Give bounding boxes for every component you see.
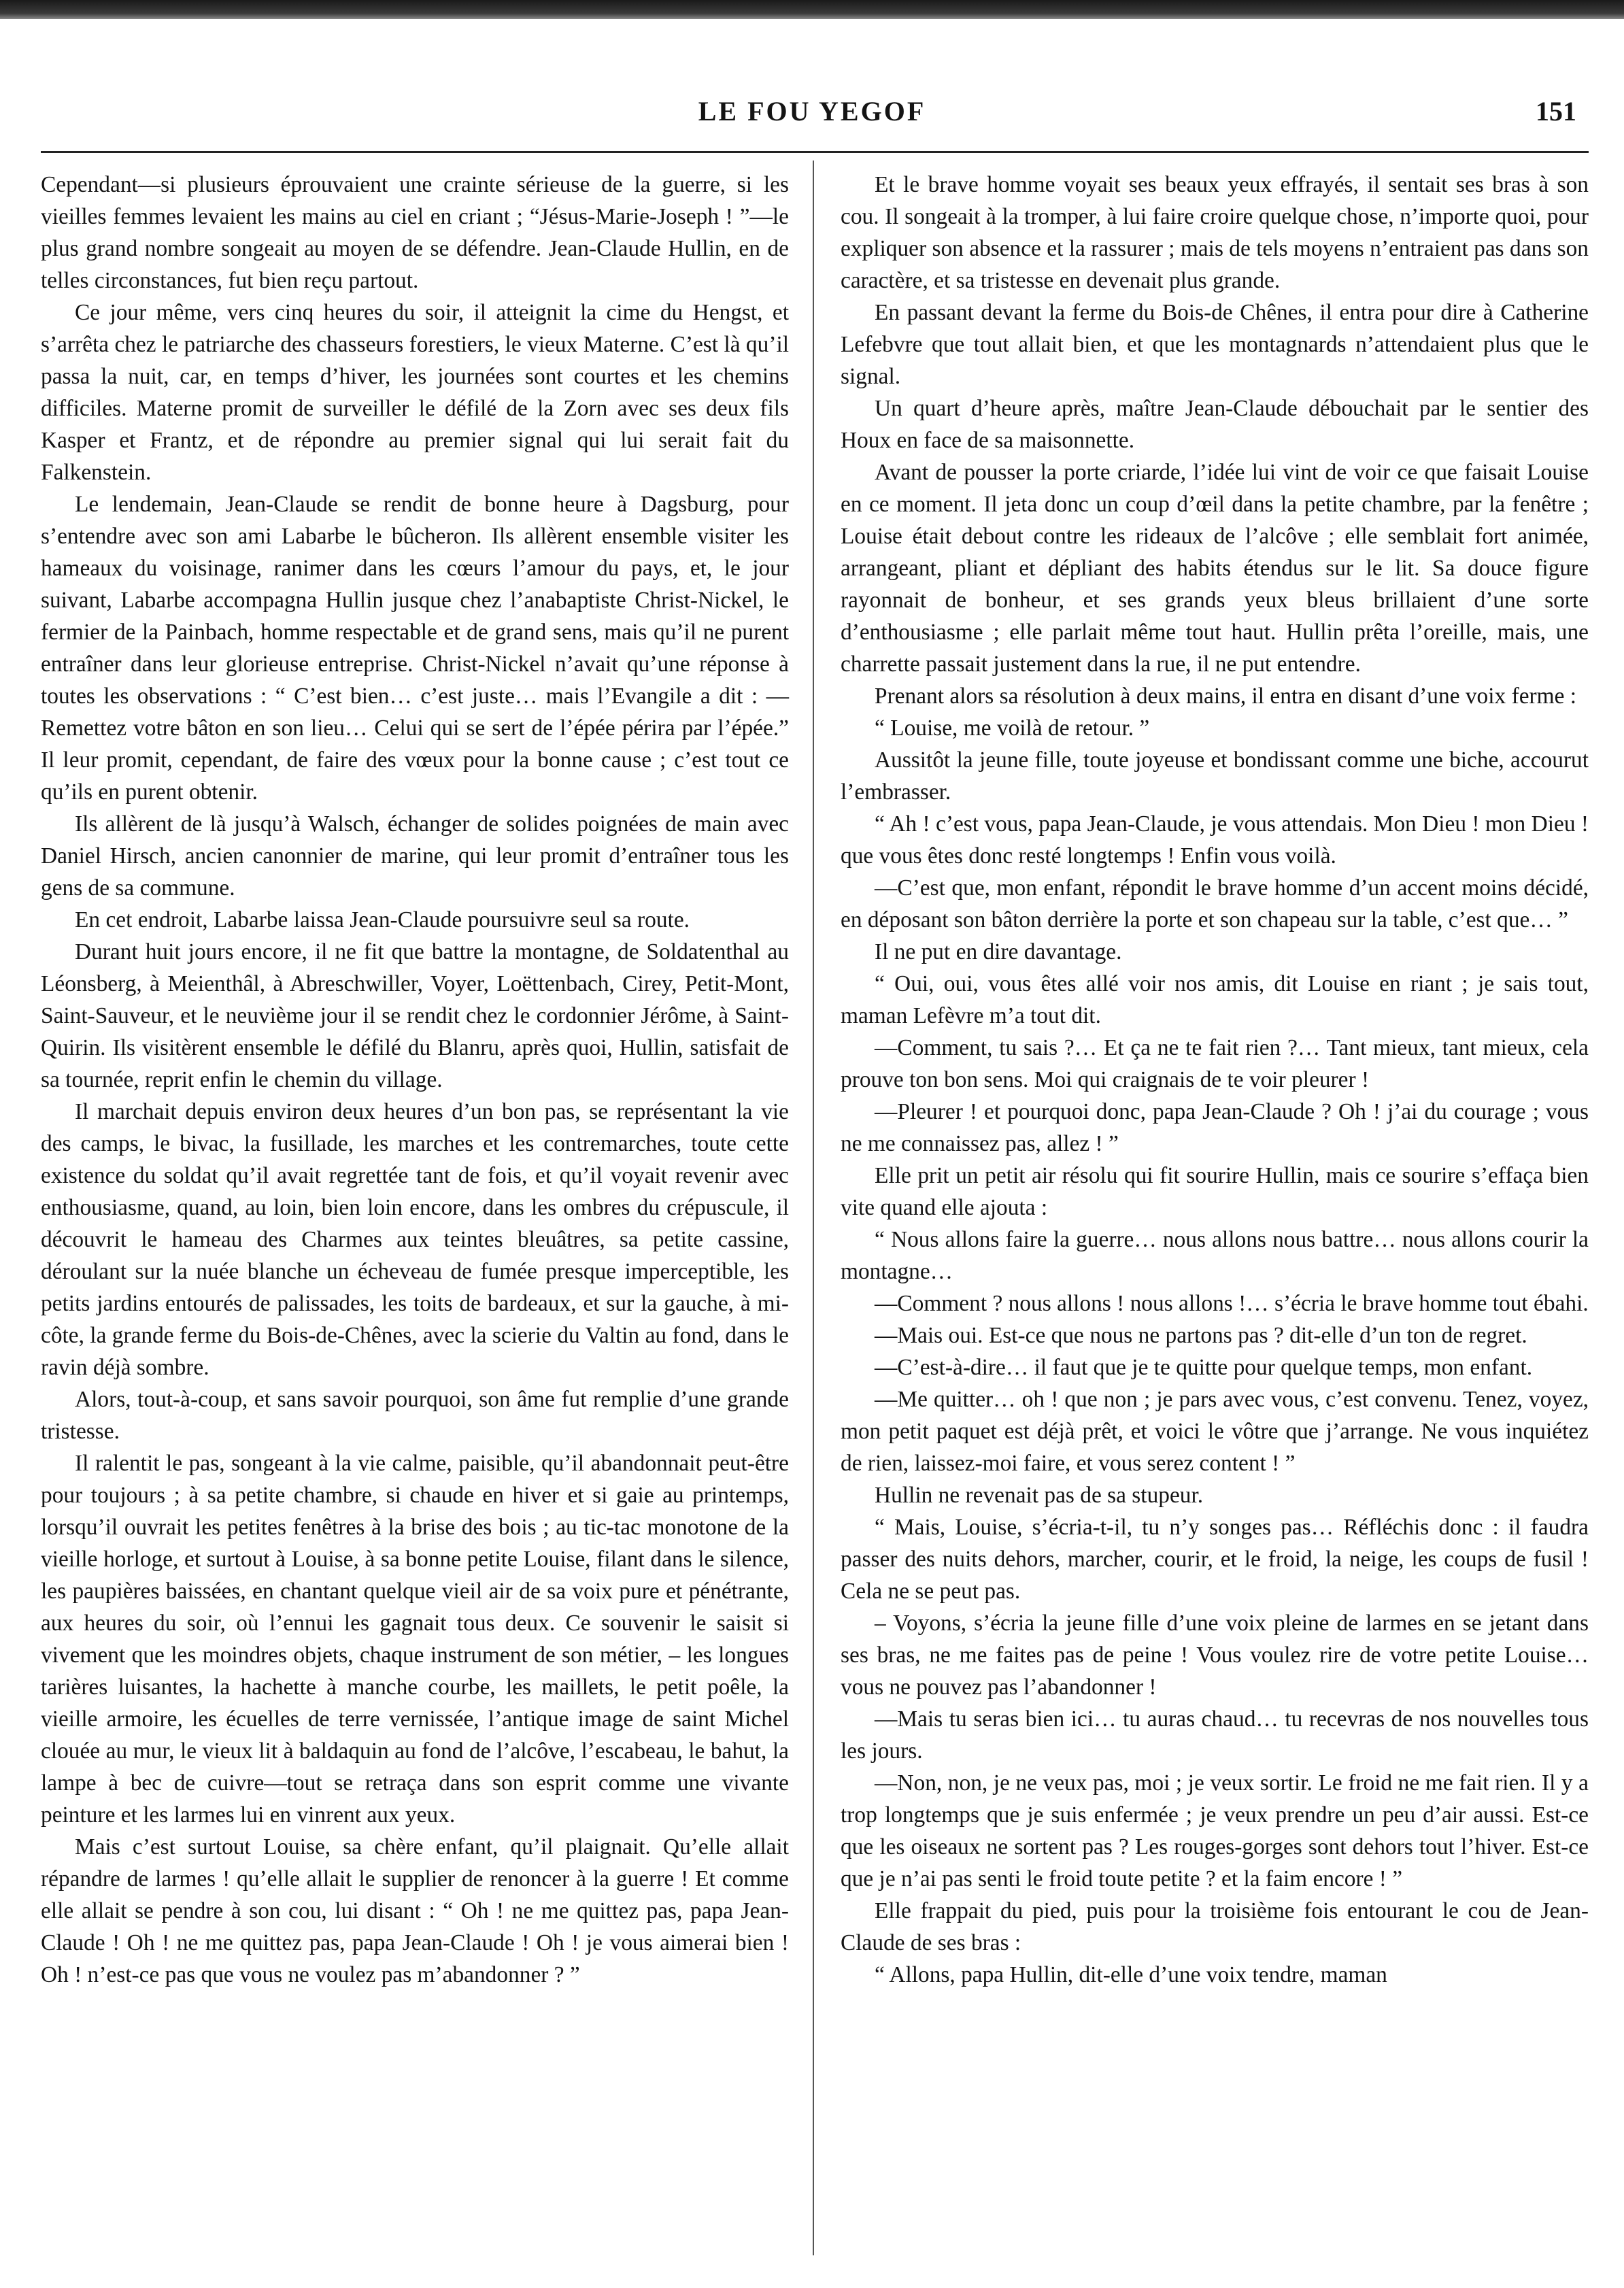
paragraph: Le lendemain, Jean-Claude se rendit de bonne heure à Dagsburg, pour s’entendre avec son ami Labarbe le bûcheron. Ils allèrent ensemble visiter les hameaux du voisinage, ranimer dans les cœurs l’amour du pays, et, le jour suivant, Labarbe accompagna Hullin jusque chez l’anabaptiste Christ-Nickel, le fermier de la Painbach, homme respectable et de grand sens, mais qu’il ne purent entraîner dans leur glorieuse entreprise. Christ-Nickel n’avait qu’une réponse à toutes les observations : “ C’est bien… c’est juste… mais l’Evangile a dit : —Remettez votre bâton en son lieu… Celui qui se sert de l’épée périra par l’épée.” Il leur promit, cependant, de faire des vœux pour la bonne cause ; c’est tout ce qu’ils en purent obtenir. <box>41 492 789 805</box>
paragraph: Et le brave homme voyait ses beaux yeux effrayés, il sentait ses bras à son cou. Il songeait à la tromper, à lui faire croire quelque chose, n’importe quoi, pour expliquer son absence et la rassurer ; mais de tels moyens n’entraient pas dans son caractère, et sa tristesse en devenait plus grande. <box>841 172 1589 293</box>
paragraph: —C’est que, mon enfant, répondit le brave homme d’un accent moins décidé, en déposant son bâton derrière la porte et son chapeau sur la table, c’est que… ” <box>841 875 1589 932</box>
paragraph: Il ralentit le pas, songeant à la vie calme, paisible, qu’il abandonnait peut-être pour toujours ; à sa petite chambre, si chaude en hiver et si gaie au printemps, lorsqu’il ouvrait les petites fenêtres à la brise des bois ; au tic-tac monotone de la vieille horloge, et surtout à Louise, à sa bonne petite Louise, filant dans le silence, les paupières baissées, en chantant quelque vieil air de sa voix pure et pénétrante, aux heures du soir, où l’ennui les gagnait tous deux. Ce souvenir le saisit si vivement que les moindres objets, chaque instrument de son métier, – les longues tarières luisantes, la hachette à manche courbe, les maillets, le petit poêle, la vieille armoire, les écuelles de terre vernissée, l’antique image de saint Michel clouée au mur, le vieux lit à baldaquin au fond de l’alcôve, l’escabeau, le bahut, la lampe à bec de cuivre—tout se retraça dans son esprit comme une vivante peinture et les larmes lui en vinrent aux yeux. <box>41 1451 789 1828</box>
paragraph: En passant devant la ferme du Bois-de Chênes, il entra pour dire à Catherine Lefebvre que tout allait bien, et que les montagnards n’attendaient plus que le signal. <box>841 300 1589 389</box>
paragraph: Ce jour même, vers cinq heures du soir, il atteignit la cime du Hengst, et s’arrêta chez le patriarche des chasseurs forestiers, le vieux Materne. C’est là qu’il passa la nuit, car, en temps d’hiver, les journées sont courtes et les chemins difficiles. Materne promit de surveiller le défilé de la Zorn avec ses deux fils Kasper et Frantz, et de répondre au premier signal qui lui serait fait du Falkenstein. <box>41 300 789 485</box>
column-divider <box>813 161 814 2255</box>
page-number: 151 <box>1536 96 1576 127</box>
paragraph: Il ne put en dire davantage. <box>875 939 1122 964</box>
paragraph: – Voyons, s’écria la jeune fille d’une voix pleine de larmes en se jetant dans ses bras, ne me faites pas de peine ! Vous voulez rire de votre petite Louise… vous ne pouvez pas l’abandonner ! <box>841 1611 1589 1700</box>
page-header <box>0 95 1624 143</box>
paragraph: “ Ah ! c’est vous, papa Jean-Claude, je vous attendais. Mon Dieu ! mon Dieu ! que vous êtes donc resté longtemps ! Enfin vous voilà. <box>841 811 1589 869</box>
paragraph: “ Oui, oui, vous êtes allé voir nos amis, dit Louise en riant ; je sais tout, maman Lefèvre m’a tout dit. <box>841 971 1589 1028</box>
paragraph: —Pleurer ! et pourquoi donc, papa Jean-Claude ? Oh ! j’ai du courage ; vous ne me connaissez pas, allez ! ” <box>841 1099 1589 1156</box>
paragraph: Aussitôt la jeune fille, toute joyeuse et bondissant comme une biche, accourut l’embrasser. <box>841 747 1589 805</box>
scan-top-edge <box>0 0 1624 19</box>
paragraph: Elle prit un petit air résolu qui fit sourire Hullin, mais ce sourire s’effaça bien vite quand elle ajouta : <box>841 1163 1589 1220</box>
paragraph: Alors, tout-à-coup, et sans savoir pourquoi, son âme fut remplie d’une grande tristesse. <box>41 1387 789 1444</box>
paragraph: Un quart d’heure après, maître Jean-Claude débouchait par le sentier des Houx en face de sa maisonnette. <box>841 396 1589 453</box>
paragraph: Prenant alors sa résolution à deux mains, il entra en disant d’une voix ferme : <box>875 684 1577 709</box>
paragraph: —Comment ? nous allons ! nous allons !… s’écria le brave homme tout ébahi. <box>875 1291 1589 1316</box>
paragraph: Cependant—si plusieurs éprouvaient une crainte sérieuse de la guerre, si les vieilles femmes levaient les mains au ciel en criant ; “Jésus-Marie-Joseph ! ”—le plus grand nombre songeait au moyen de se défendre. Jean-Claude Hullin, en de telles circonstances, fut bien reçu partout. <box>41 172 789 293</box>
header-rule <box>41 151 1589 153</box>
paragraph: “ Mais, Louise, s’écria-t-il, tu n’y songes pas… Réfléchis donc : il faudra passer des nuits dehors, marcher, courir, et le froid, la neige, les coups de fusil ! Cela ne se peut pas. <box>841 1515 1589 1604</box>
right-column <box>841 169 1589 1991</box>
paragraph: —Me quitter… oh ! que non ; je pars avec vous, c’est convenu. Tenez, voyez, mon petit paquet est déjà prêt, et voici le vôtre que j’arrange. Ne vous inquiétez de rien, laissez-moi faire, et vous serez content ! ” <box>841 1387 1589 1476</box>
running-title: LE FOU YEGOF <box>698 96 926 127</box>
paragraph: Mais c’est surtout Louise, sa chère enfant, qu’il plaignait. Qu’elle allait répandre de larmes ! qu’elle allait le supplier de renoncer à la guerre ! Et comme elle allait se pendre à son cou, lui disant : “ Oh ! ne me quittez pas, papa Jean-Claude ! Oh ! ne me quittez pas, papa Jean-Claude ! Oh ! je vous aimerai bien ! Oh ! n’est-ce pas que vous ne voulez pas m’abandonner ? ” <box>41 1834 789 1987</box>
paragraph: Elle frappait du pied, puis pour la troisième fois entourant le cou de Jean-Claude de ses bras : <box>841 1898 1589 1955</box>
paragraph: —Comment, tu sais ?… Et ça ne te fait rien ?… Tant mieux, tant mieux, cela prouve ton bon sens. Moi qui craignais de te voir pleurer ! <box>841 1035 1589 1092</box>
paragraph: Durant huit jours encore, il ne fit que battre la montagne, de Soldatenthal au Léonsberg, à Meienthâl, à Abreschwiller, Voyer, Loëttenbach, Cirey, Petit-Mont, Saint-Sauveur, et le neuvième jour il se rendit chez le cordonnier Jérôme, à Saint-Quirin. Ils visitèrent ensemble le défilé du Blanru, après quoi, Hullin, satisfait de sa tournée, reprit enfin le chemin du village. <box>41 939 789 1092</box>
paragraph: —Non, non, je ne veux pas, moi ; je veux sortir. Le froid ne me fait rien. Il y a trop longtemps que je suis enfermée ; je veux prendre un peu d’air aussi. Est-ce que les oiseaux ne sortent pas ? Les rouges-gorges sont dehors tout l’hiver. Est-ce que je n’ai pas senti le froid toute petite ? et la faim encore ! ” <box>841 1770 1589 1891</box>
paragraph: —C’est-à-dire… il faut que je te quitte pour quelque temps, mon enfant. <box>875 1355 1533 1380</box>
paragraph: Il marchait depuis environ deux heures d’un bon pas, se représentant la vie des camps, le bivac, la fusillade, les marches et les contremarches, toute cette existence du soldat qu’il avait regrettée tant de fois, et qu’il voyait revenir avec enthousiasme, quand, au loin, bien loin encore, dans les ombres du crépuscule, il découvrit le hameau des Charmes aux teintes bleuâtres, sa petite cassine, déroulant sur la nuée blanche un écheveau de fumée presque imperceptible, les petits jardins entourés de palissades, les toits de bardeaux, et sur la gauche, à mi-côte, la grande ferme du Bois-de-Chênes, avec la scierie du Valtin au fond, dans le ravin déjà sombre. <box>41 1099 789 1380</box>
paragraph: —Mais tu seras bien ici… tu auras chaud… tu recevras de nos nouvelles tous les jours. <box>841 1706 1589 1764</box>
paragraph: “ Louise, me voilà de retour. ” <box>875 716 1150 741</box>
paragraph: “ Allons, papa Hullin, dit-elle d’une voix tendre, maman <box>875 1962 1387 1987</box>
paragraph: —Mais oui. Est-ce que nous ne partons pas ? dit-elle d’un ton de regret. <box>875 1323 1527 1348</box>
paragraph: En cet endroit, Labarbe laissa Jean-Claude poursuivre seul sa route. <box>75 907 690 932</box>
paragraph: Ils allèrent de là jusqu’à Walsch, échanger de solides poignées de main avec Daniel Hirsch, ancien canonnier de marine, qui leur promit d’entraîner tous les gens de sa commune. <box>41 811 789 901</box>
paragraph: “ Nous allons faire la guerre… nous allons nous battre… nous allons courir la montagne… <box>841 1227 1589 1284</box>
left-column <box>41 169 789 1991</box>
paragraph: Avant de pousser la porte criarde, l’idée lui vint de voir ce que faisait Louise en ce moment. Il jeta donc un coup d’œil dans la petite chambre, par la fenêtre ; Louise était debout contre les rideaux de l’alcôve ; elle semblait fort animée, arrangeant, pliant et dépliant des habits étendus sur le lit. Sa douce figure rayonnait de bonheur, et ses grands yeux bleus brillaient d’une sorte d’enthousiasme ; elle parlait même tout haut. Hullin prêta l’oreille, mais, une charrette passait justement dans la rue, il ne put entendre. <box>841 460 1589 677</box>
paragraph: Hullin ne revenait pas de sa stupeur. <box>875 1483 1204 1508</box>
